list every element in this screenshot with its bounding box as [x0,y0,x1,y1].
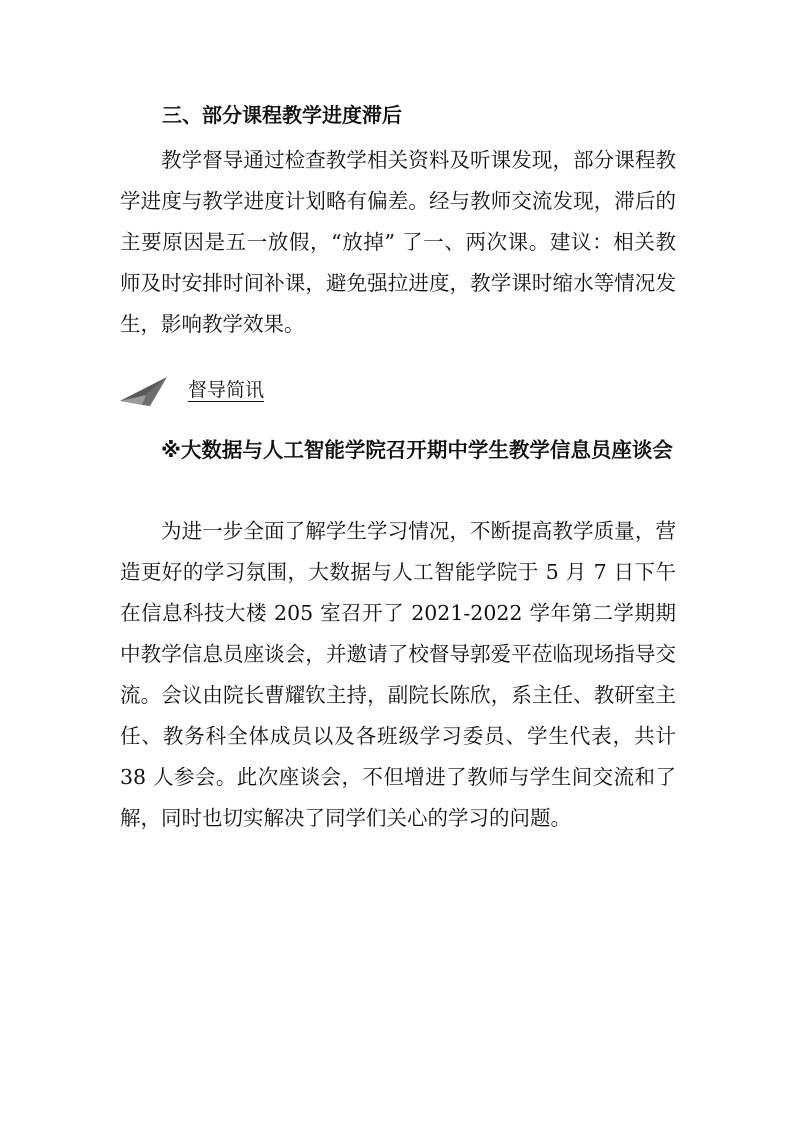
news-section-title: 督导简讯 [188,379,265,401]
section-heading: 三、部分课程教学进度滞后 [162,103,402,127]
article-title: ※大数据与人工智能学院召开期中学生教学信息员座谈会 [161,438,673,462]
paper-plane-icon [120,375,168,407]
section-paragraph: 教学督导通过检查教学相关资料及听课发现，部分课程教学进度与教学进度计划略有偏差。经与教师交流发现，滞后的主要原因是五一放假，“放掉” 了一、两次课。建议：相关教师及时安排时间补课，避免强拉进度，教学课时缩水等情况发生，影响教学效果。 [120,148,676,336]
article-paragraph: 为进一步全面了解学生学习情况，不断提高教学质量，营造更好的学习氛围，大数据与人工智能学院于 5 月 7 日下午在信息科技大楼 205 室召开了 2021-2022 学年第二学期期中教学信息员座谈会，并邀请了校督导郭爱平莅临现场指导交流。会议由院长曹耀钦主持，副院长陈欣，系主任、教研室主任、教务科全体成员以及各班级学习委员、学生代表，共计 38 人参会。此次座谈会，不但增进了教师与学生间交流和了解，同时也切实解决了同学们关心的学习的问题。 [120,519,676,830]
news-header [120,372,420,412]
